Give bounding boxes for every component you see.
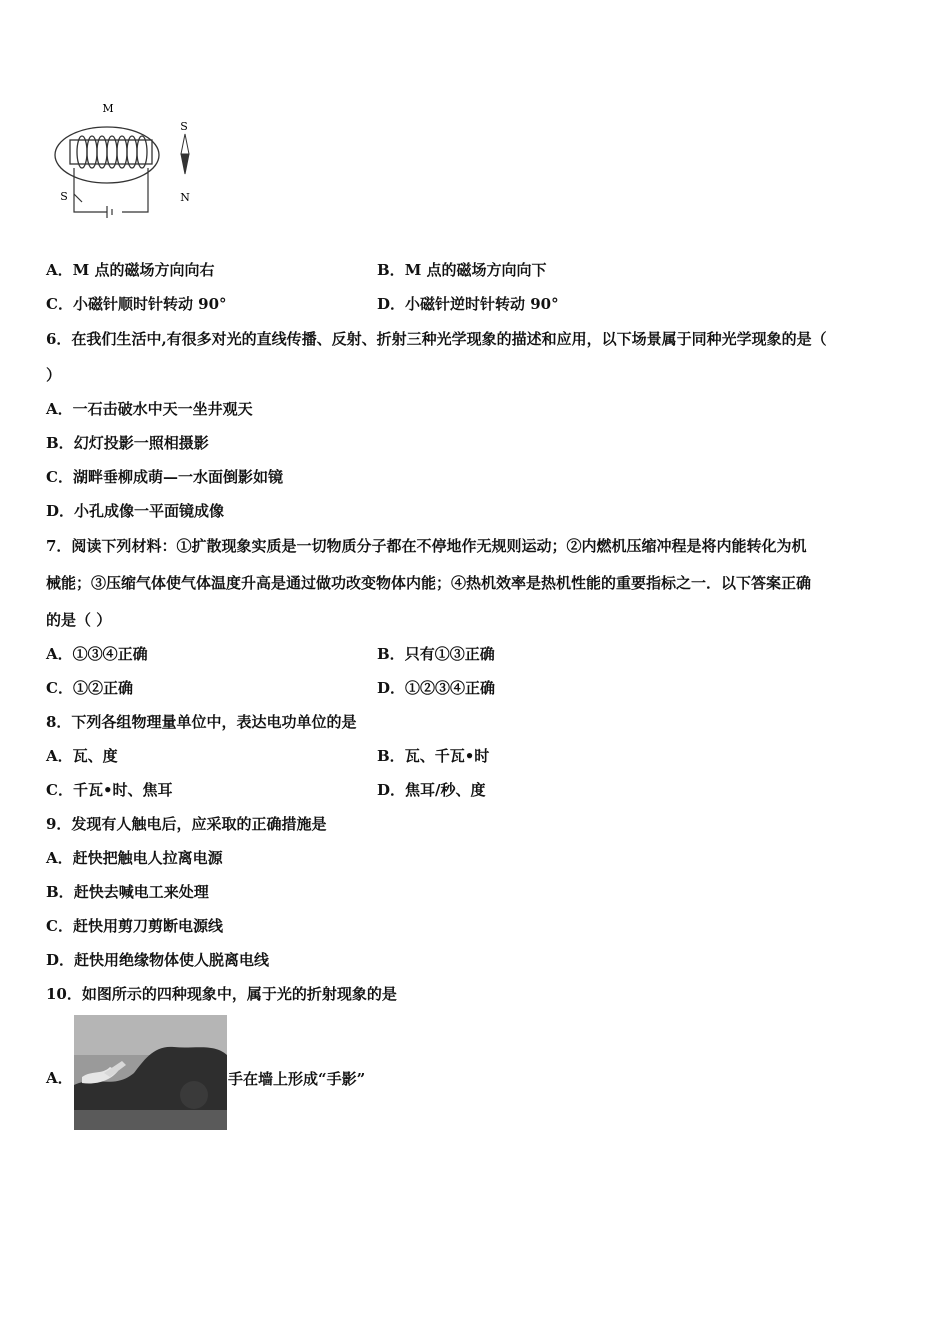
solenoid-core <box>70 140 152 164</box>
q6-option-d[interactable] <box>46 501 224 521</box>
option-text: 瓦、度 <box>72 747 118 765</box>
option-text: 焦耳/秒、度 <box>405 781 486 799</box>
option-letter: D． <box>377 781 406 799</box>
option-letter: B． <box>46 883 74 901</box>
option-letter: C． <box>46 468 73 486</box>
option-letter: D． <box>46 502 75 520</box>
option-letter: C． <box>46 917 73 935</box>
label-m: M <box>102 102 114 115</box>
option-letter: A． <box>46 645 73 663</box>
option-letter: D． <box>46 951 75 969</box>
option-letter: A． <box>46 400 73 418</box>
option-text: M 点的磁场方向向下 <box>404 261 547 279</box>
option-text: 赶快把触电人拉离电源 <box>72 849 223 867</box>
option-text: 千瓦•时、焦耳 <box>72 781 173 799</box>
option-letter: A． <box>46 747 73 765</box>
q7-option-d[interactable] <box>377 678 495 698</box>
q8-option-b[interactable] <box>377 746 489 766</box>
q9-option-a[interactable] <box>46 848 223 868</box>
option-letter: A． <box>46 261 73 279</box>
q9-option-d[interactable] <box>46 950 269 970</box>
option-text: 瓦、千瓦•时 <box>404 747 490 765</box>
option-letter: B． <box>377 645 405 663</box>
option-letter: D． <box>377 295 406 313</box>
option-text: 一石击破水中天一坐井观天 <box>72 400 253 418</box>
q5-option-b[interactable] <box>377 260 547 280</box>
q7-option-c[interactable] <box>46 678 133 698</box>
coil-turns <box>77 136 147 168</box>
q7-stem-line-2: 械能；③压缩气体使气体温度升高是通过做功改变物体内能；④热机效率是热机性能的重要指标之一．以下答案正确 <box>46 574 812 592</box>
q7-stem-line-3: 的是（ ） <box>46 611 112 629</box>
option-text: ①②③④正确 <box>405 679 496 697</box>
option-text: ①③④正确 <box>72 645 148 663</box>
label-compass-s: S <box>180 120 188 133</box>
q8-option-d[interactable] <box>377 780 486 800</box>
q6-option-c[interactable] <box>46 467 283 487</box>
q5-option-c[interactable] <box>46 294 227 314</box>
option-text: 湖畔垂柳成萌—一水面倒影如镜 <box>72 468 283 486</box>
option-text: 幻灯投影一照相摄影 <box>73 434 209 452</box>
option-letter: C． <box>46 295 73 313</box>
q5-option-d[interactable] <box>377 294 559 314</box>
option-letter: D． <box>377 679 406 697</box>
option-text: 赶快用绝缘物体使人脱离电线 <box>74 951 270 969</box>
q8-option-a[interactable] <box>46 746 118 766</box>
q7-option-a[interactable] <box>46 644 148 664</box>
q6-option-a[interactable] <box>46 399 253 419</box>
option-letter: A． <box>46 849 73 867</box>
q6-option-b[interactable] <box>46 433 209 453</box>
option-text: M 点的磁场方向向右 <box>72 261 215 279</box>
option-text: 小磁针顺时针转动 90° <box>72 295 227 313</box>
q6-stem-line-1: 6．在我们生活中,有很多对光的直线传播、反射、折射三种光学现象的描述和应用，以下场景属于同种光学现象的是（ <box>46 330 827 348</box>
option-text: 手在墙上形成“手影” <box>228 1070 366 1088</box>
option-letter: C． <box>46 679 73 697</box>
option-text: 赶快去喊电工来处理 <box>73 883 209 901</box>
option-text: ①②正确 <box>72 679 133 697</box>
option-letter: A． <box>46 1069 73 1087</box>
q9-option-c[interactable] <box>46 916 223 936</box>
q9-stem: 9．发现有人触电后，应采取的正确措施是 <box>46 815 327 833</box>
q8-option-c[interactable] <box>46 780 173 800</box>
option-letter: B． <box>46 434 74 452</box>
label-compass-n: N <box>180 191 190 204</box>
q7-option-b[interactable] <box>377 644 495 664</box>
q5-option-a[interactable] <box>46 260 214 280</box>
compass-needle-icon <box>181 134 189 174</box>
option-letter: B． <box>377 747 405 765</box>
q9-option-b[interactable] <box>46 882 209 902</box>
solenoid-compass-diagram <box>52 98 212 228</box>
option-text: 赶快用剪刀剪断电源线 <box>72 917 223 935</box>
option-text: 只有①③正确 <box>404 645 495 663</box>
q8-stem: 8．下列各组物理量单位中，表达电功单位的是 <box>46 713 357 731</box>
option-text: 小磁针逆时针转动 90° <box>405 295 559 313</box>
q6-stem-line-2: ） <box>46 366 62 384</box>
option-letter: B． <box>377 261 405 279</box>
q7-stem-line-1: 7．阅读下列材料：①扩散现象实质是一切物质分子都在不停地作无规则运动；②内燃机压缩冲程是将内能转化为机 <box>46 537 807 555</box>
option-letter: C． <box>46 781 73 799</box>
q10-option-a[interactable] <box>46 1068 466 1088</box>
q10-stem: 10．如图所示的四种现象中，属于光的折射现象的是 <box>46 985 397 1003</box>
option-text: 小孔成像一平面镜成像 <box>74 502 225 520</box>
circuit-wires <box>74 168 148 218</box>
label-switch-s: S <box>60 190 68 203</box>
